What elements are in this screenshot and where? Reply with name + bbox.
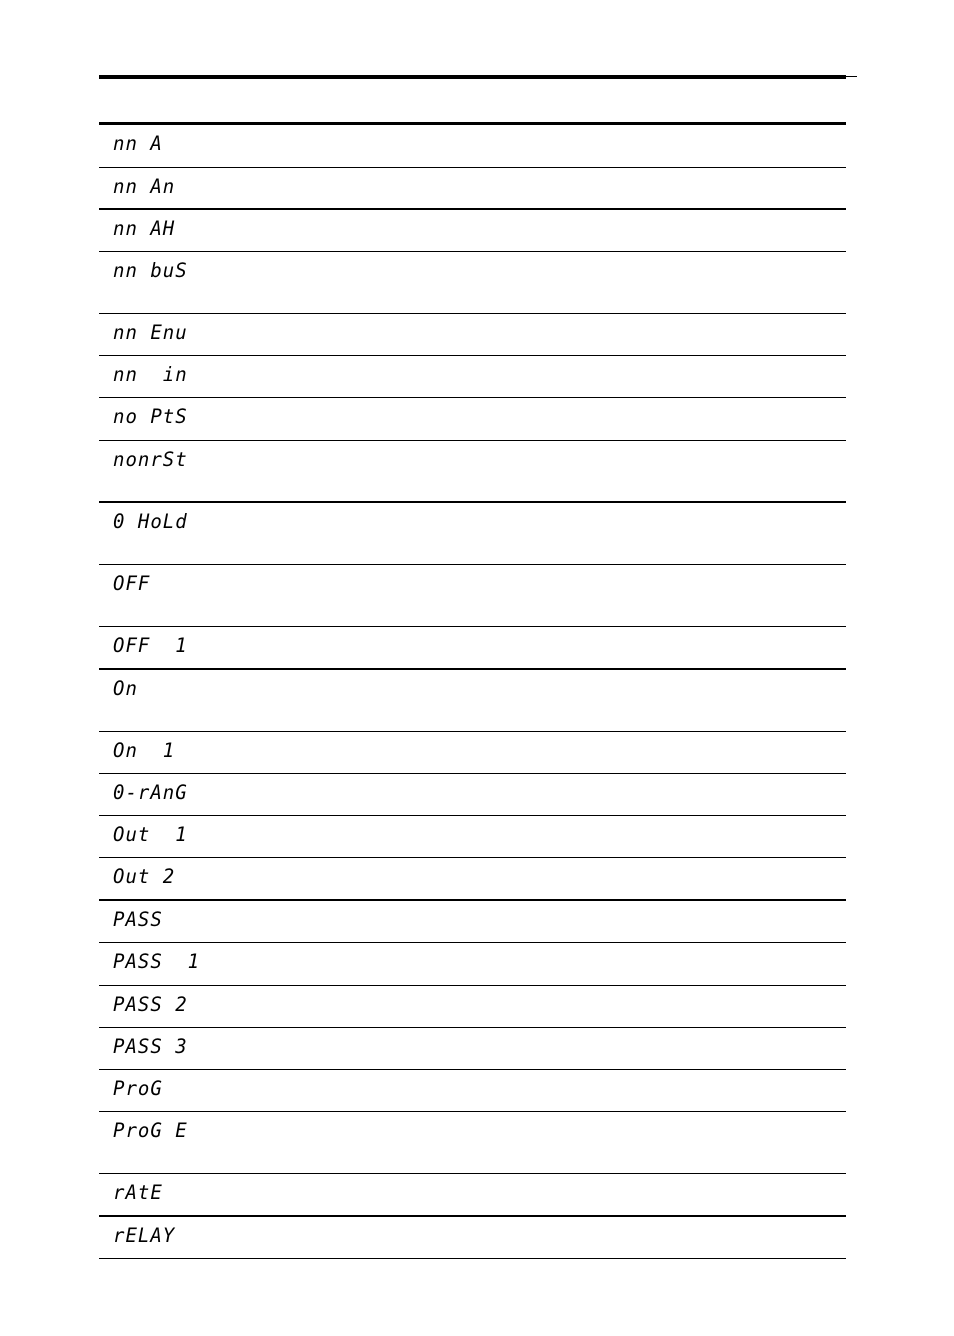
display-code: nn A — [113, 132, 163, 156]
table-row — [99, 1112, 846, 1174]
display-code: rELAY — [113, 1224, 176, 1248]
display-code: PASS — [113, 908, 163, 932]
table-row — [99, 1070, 846, 1112]
table-row — [99, 1174, 846, 1217]
display-code: nn AH — [113, 217, 176, 241]
table-row — [99, 1217, 846, 1259]
display-code: 0 HoLd — [113, 510, 188, 534]
display-code: PASS 2 — [113, 993, 188, 1017]
table-row — [99, 627, 846, 670]
display-code: PASS 3 — [113, 1035, 188, 1059]
table-row — [99, 670, 846, 732]
table-row — [99, 356, 846, 398]
table-row — [99, 943, 846, 986]
table-row — [99, 816, 846, 858]
table-row — [99, 774, 846, 816]
display-code: nn An — [113, 175, 176, 199]
table-row — [99, 986, 846, 1028]
table-row — [99, 1028, 846, 1070]
display-code: nn Enu — [113, 321, 188, 345]
table-row — [99, 858, 846, 901]
table-row — [99, 314, 846, 356]
table-row — [99, 732, 846, 774]
display-code: OFF 1 — [113, 634, 188, 658]
display-code: PASS 1 — [113, 950, 201, 974]
display-code: OFF — [113, 572, 151, 596]
display-code: no PtS — [113, 405, 188, 429]
table-row — [99, 565, 846, 627]
display-code: nn in — [113, 363, 188, 387]
display-code: On — [113, 677, 138, 701]
display-code: Out 1 — [113, 823, 188, 847]
display-code: nonrSt — [113, 448, 188, 472]
table-row — [99, 252, 846, 314]
display-code: nn buS — [113, 259, 188, 283]
display-code: Out 2 — [113, 865, 176, 889]
display-code: ProG — [113, 1077, 163, 1101]
header-rule — [99, 75, 846, 79]
display-code: On 1 — [113, 739, 176, 763]
table-row — [99, 398, 846, 441]
table-row — [99, 168, 846, 210]
display-code: ProG E — [113, 1119, 188, 1143]
header-rule-extension — [846, 76, 857, 77]
display-code-table — [99, 125, 846, 1259]
table-row — [99, 901, 846, 943]
display-code: 0-rAnG — [113, 781, 188, 805]
table-row — [99, 441, 846, 503]
display-code: rAtE — [113, 1181, 163, 1205]
table-row — [99, 210, 846, 252]
table-row — [99, 125, 846, 168]
table-row — [99, 503, 846, 565]
